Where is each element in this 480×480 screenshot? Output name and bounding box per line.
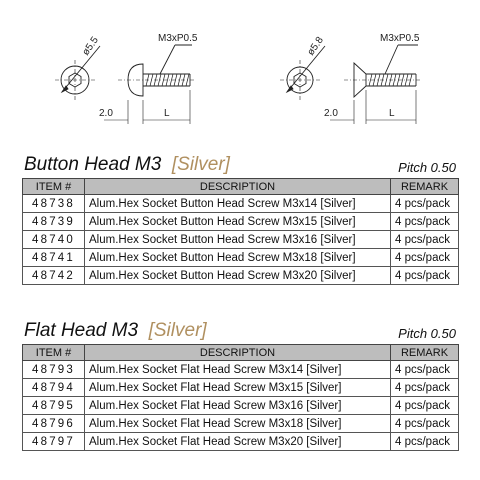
table-row bbox=[23, 231, 459, 249]
flat-head-title-text: Flat Head M3 bbox=[24, 320, 139, 341]
button-length-label: L bbox=[164, 108, 170, 119]
item-column-header: ITEM # bbox=[23, 179, 85, 195]
flat-head-table bbox=[22, 344, 459, 451]
table-row bbox=[23, 249, 459, 267]
item-remark: 4 pcs/pack bbox=[391, 397, 459, 415]
remark-column-header: REMARK bbox=[391, 345, 459, 361]
button-head-section bbox=[22, 152, 458, 285]
flat-head-height-label: 2.0 bbox=[324, 108, 338, 119]
item-remark: 4 pcs/pack bbox=[391, 433, 459, 451]
item-remark: 4 pcs/pack bbox=[391, 231, 459, 249]
item-description: Alum.Hex Socket Flat Head Screw M3x20 [Silver] bbox=[85, 433, 391, 451]
table-header-row bbox=[23, 345, 459, 361]
table-row bbox=[23, 433, 459, 451]
button-head-color-tag: [Silver] bbox=[171, 154, 230, 175]
button-head-side-view bbox=[104, 45, 196, 124]
description-column-header: DESCRIPTION bbox=[85, 345, 391, 361]
remark-column-header: REMARK bbox=[391, 179, 459, 195]
flat-head-front-view bbox=[280, 46, 325, 100]
item-description: Alum.Hex Socket Button Head Screw M3x15 [Silver] bbox=[85, 213, 391, 231]
item-description: Alum.Hex Socket Button Head Screw M3x20 [Silver] bbox=[85, 267, 391, 285]
item-number: 48797 bbox=[23, 433, 85, 451]
button-head-title-text: Button Head M3 bbox=[24, 154, 162, 175]
flat-length-label: L bbox=[389, 108, 395, 119]
table-header-row bbox=[23, 179, 459, 195]
button-head-diameter-label: ø5.5 bbox=[80, 35, 101, 58]
item-number: 48793 bbox=[23, 361, 85, 379]
item-remark: 4 pcs/pack bbox=[391, 267, 459, 285]
item-number: 48794 bbox=[23, 379, 85, 397]
flat-head-diameter-label: ø5.8 bbox=[305, 35, 326, 58]
button-head-title-row bbox=[22, 152, 458, 178]
item-number: 48739 bbox=[23, 213, 85, 231]
item-description: Alum.Hex Socket Button Head Screw M3x16 [Silver] bbox=[85, 231, 391, 249]
item-remark: 4 pcs/pack bbox=[391, 361, 459, 379]
item-remark: 4 pcs/pack bbox=[391, 249, 459, 267]
item-description: Alum.Hex Socket Button Head Screw M3x18 [Silver] bbox=[85, 249, 391, 267]
item-description: Alum.Hex Socket Button Head Screw M3x14 [Silver] bbox=[85, 195, 391, 213]
screw-diagrams-svg bbox=[0, 0, 480, 140]
button-head-height-label: 2.0 bbox=[99, 108, 113, 119]
table-row bbox=[23, 397, 459, 415]
table-row bbox=[23, 195, 459, 213]
item-number: 48796 bbox=[23, 415, 85, 433]
item-description: Alum.Hex Socket Flat Head Screw M3x18 [Silver] bbox=[85, 415, 391, 433]
item-number: 48795 bbox=[23, 397, 85, 415]
button-head-table bbox=[22, 178, 459, 285]
item-description: Alum.Hex Socket Flat Head Screw M3x16 [Silver] bbox=[85, 397, 391, 415]
item-remark: 4 pcs/pack bbox=[391, 379, 459, 397]
flat-head-color-tag: [Silver] bbox=[148, 320, 207, 341]
item-number: 48741 bbox=[23, 249, 85, 267]
description-column-header: DESCRIPTION bbox=[85, 179, 391, 195]
table-row bbox=[23, 415, 459, 433]
flat-head-pitch: Pitch 0.50 bbox=[398, 326, 456, 341]
flat-head-title bbox=[24, 320, 207, 342]
item-number: 48740 bbox=[23, 231, 85, 249]
item-number: 48742 bbox=[23, 267, 85, 285]
button-head-front-view bbox=[55, 46, 100, 100]
item-number: 48738 bbox=[23, 195, 85, 213]
item-remark: 4 pcs/pack bbox=[391, 415, 459, 433]
button-head-pitch: Pitch 0.50 bbox=[398, 160, 456, 175]
item-remark: 4 pcs/pack bbox=[391, 213, 459, 231]
item-description: Alum.Hex Socket Flat Head Screw M3x15 [Silver] bbox=[85, 379, 391, 397]
flat-head-section bbox=[22, 318, 458, 451]
button-thread-label: M3xP0.5 bbox=[158, 33, 198, 44]
item-remark: 4 pcs/pack bbox=[391, 195, 459, 213]
flat-head-side-view bbox=[330, 45, 422, 124]
flat-head-title-row bbox=[22, 318, 458, 344]
table-row bbox=[23, 267, 459, 285]
table-row bbox=[23, 379, 459, 397]
item-column-header: ITEM # bbox=[23, 345, 85, 361]
button-head-title bbox=[24, 154, 230, 176]
table-row bbox=[23, 213, 459, 231]
item-description: Alum.Hex Socket Flat Head Screw M3x14 [Silver] bbox=[85, 361, 391, 379]
flat-thread-label: M3xP0.5 bbox=[380, 33, 420, 44]
table-row bbox=[23, 361, 459, 379]
screw-drawings bbox=[0, 0, 480, 140]
